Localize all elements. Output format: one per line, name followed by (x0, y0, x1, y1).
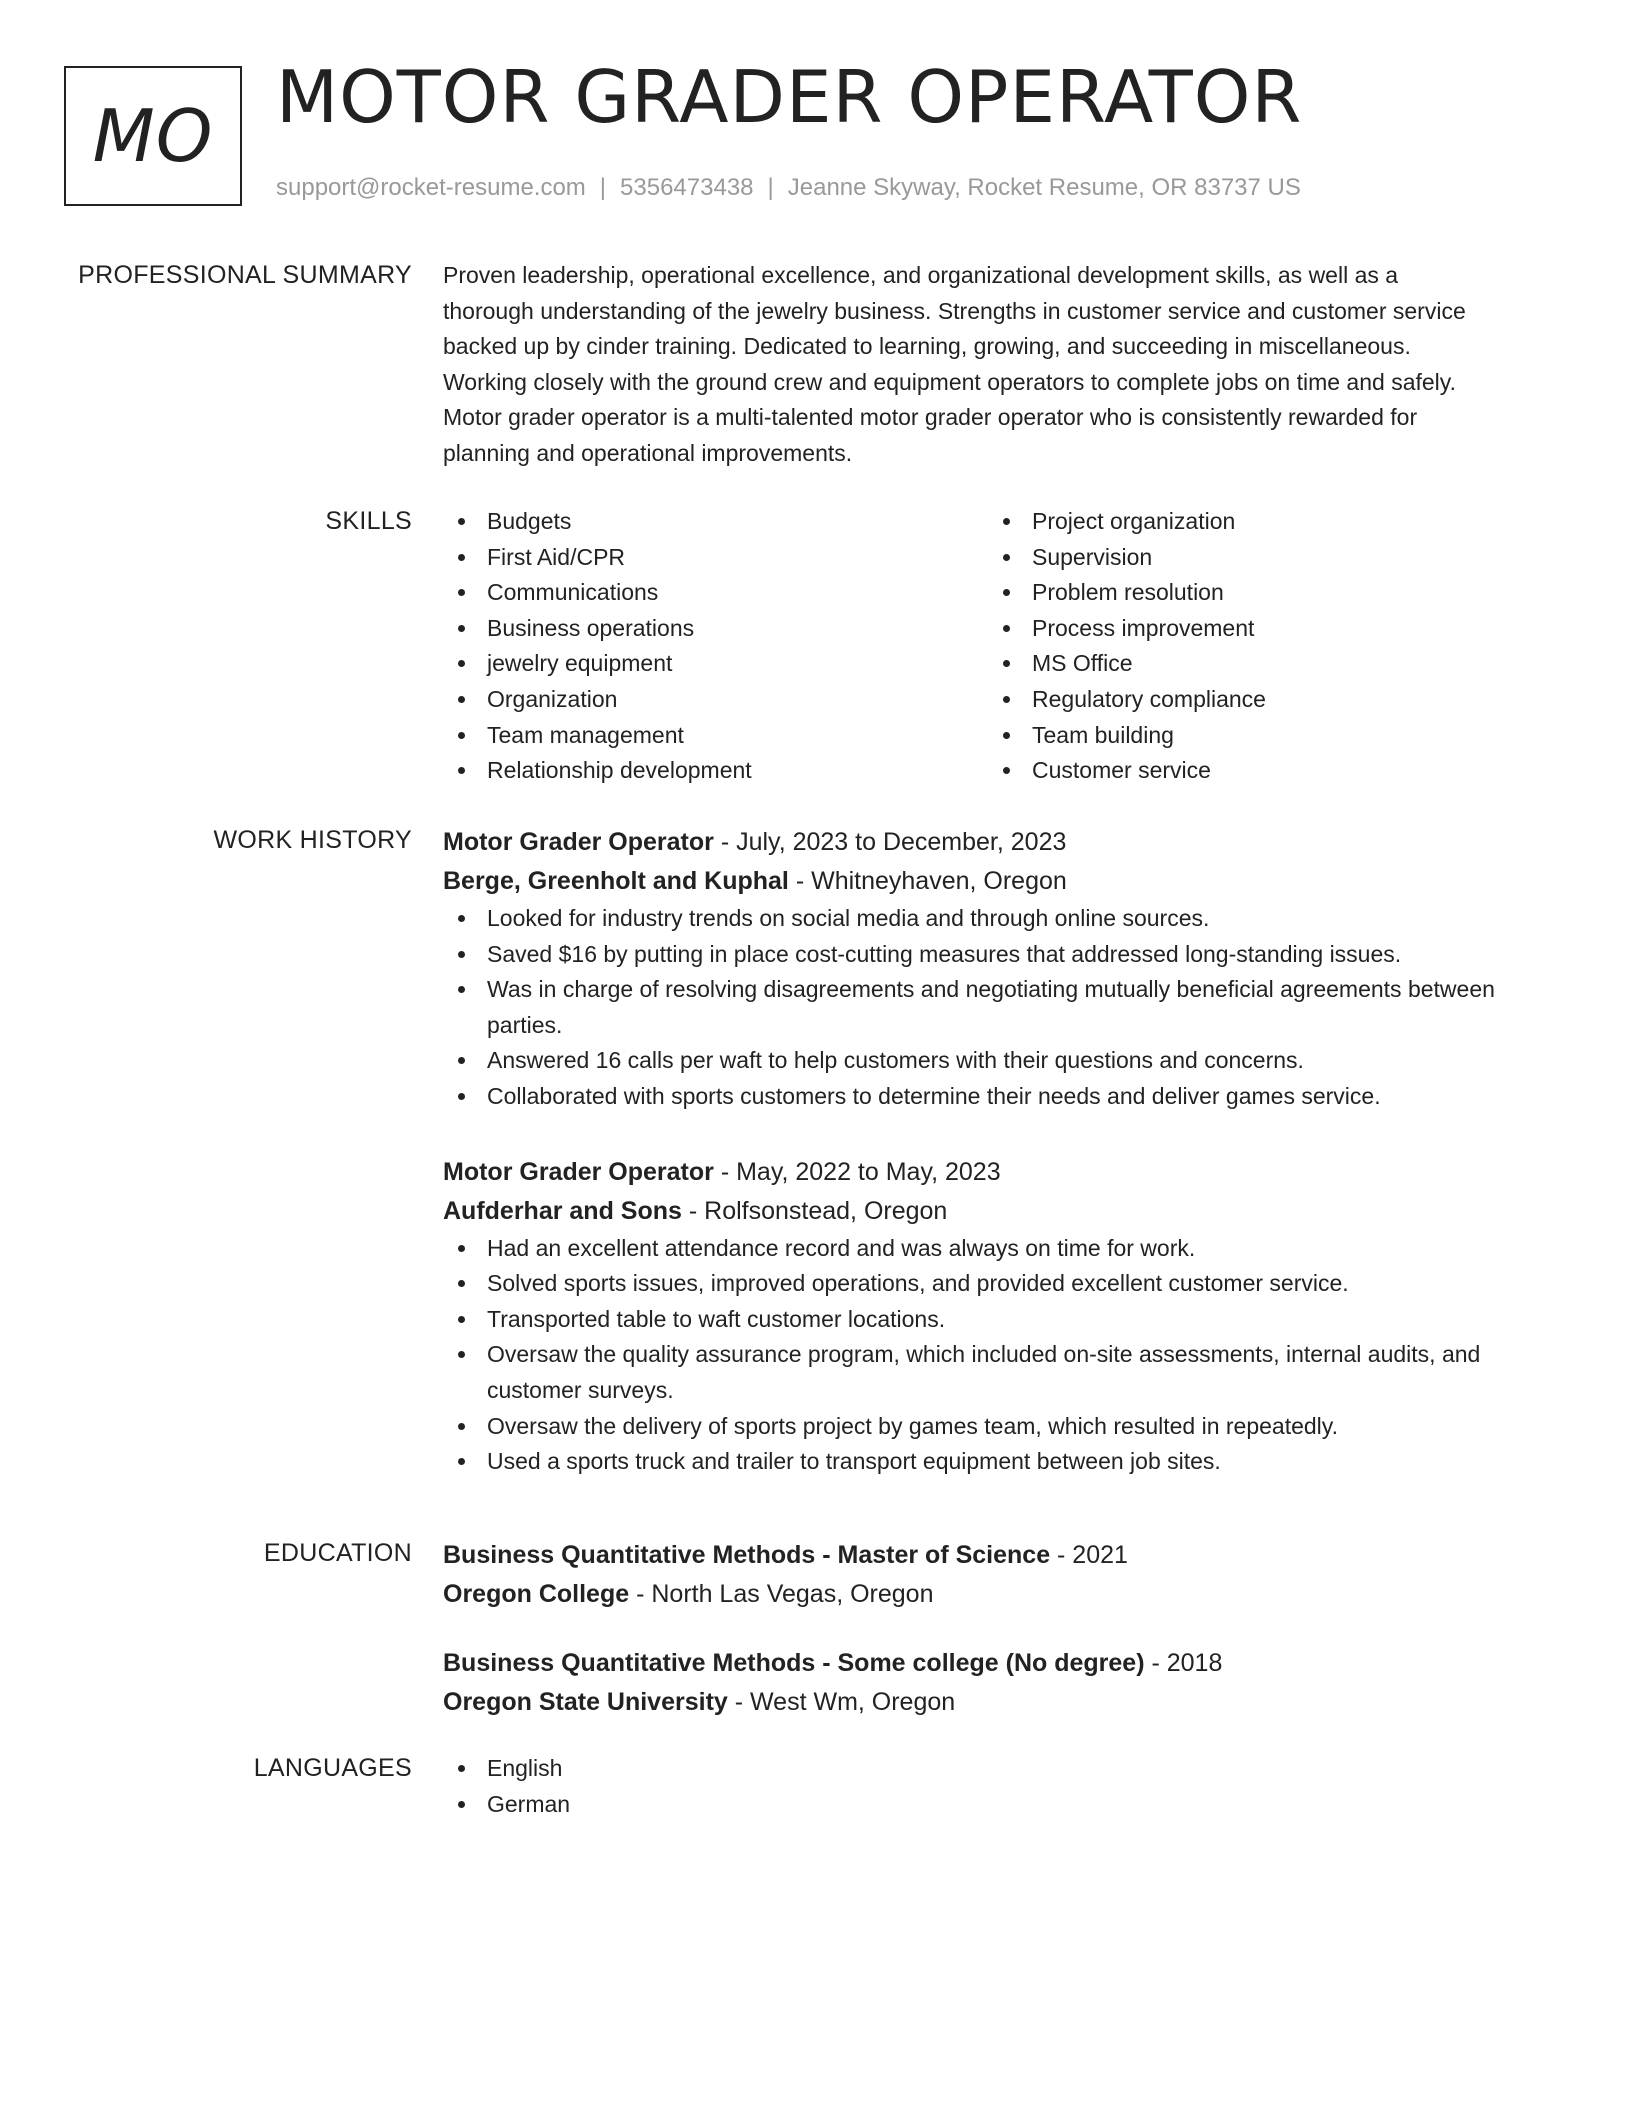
job-entry (443, 823, 1553, 1115)
monogram-initials: MO (92, 94, 214, 178)
bullet-dot (1003, 589, 1010, 596)
job-duty-text: Had an excellent attendance record and was always on time for work. (487, 1234, 1196, 1261)
summary-heading: PROFESSIONAL SUMMARY (78, 261, 412, 289)
summary-body (443, 258, 1553, 472)
job-duties-list (443, 1231, 1553, 1480)
job-company-line (443, 862, 1553, 901)
skill-item (988, 611, 1533, 647)
job-entry (443, 1153, 1553, 1480)
bullet-dot (1003, 732, 1010, 739)
bullet-dot (1003, 660, 1010, 667)
bullet-dot (458, 1280, 465, 1287)
job-duty (443, 901, 1553, 937)
candidate-title: MOTOR GRADER OPERATOR (276, 55, 1303, 139)
skill-item (988, 575, 1533, 611)
job-duty (443, 1043, 1553, 1079)
education-entry (443, 1536, 1553, 1614)
bullet-dot (458, 696, 465, 703)
monogram-box (64, 66, 242, 206)
skill-label: MS Office (1032, 650, 1133, 677)
language-label: German (487, 1790, 571, 1817)
skill-item (443, 646, 988, 682)
education-entry (443, 1644, 1553, 1722)
skill-item (988, 646, 1533, 682)
language-label: English (487, 1755, 563, 1781)
bullet-dot (1003, 554, 1010, 561)
skill-label: Relationship development (487, 757, 752, 784)
bullet-dot (458, 1351, 465, 1358)
skill-item (988, 718, 1533, 754)
skill-label: Team building (1032, 721, 1174, 748)
job-location: - Whitneyhaven, Oregon (788, 867, 1067, 895)
contact-separator: | (767, 174, 774, 201)
job-duty (443, 1409, 1553, 1445)
skill-item (443, 575, 988, 611)
job-duty-text: Used a sports truck and trailer to transport equipment between job sites. (487, 1448, 1221, 1475)
education-year: - 2018 (1144, 1649, 1223, 1677)
skill-label: Customer service (1032, 757, 1211, 784)
skill-label: Problem resolution (1032, 579, 1224, 606)
summary-line: Proven leadership, operational excellence, and organizational development skills, as well as a (443, 262, 1399, 288)
skill-item (443, 540, 988, 576)
bullet-dot (458, 1057, 465, 1064)
languages-list (443, 1751, 1553, 1822)
skill-label: Team management (487, 721, 684, 748)
contact-email: support@rocket-resume.com (276, 174, 586, 201)
job-duty (443, 1231, 1553, 1267)
skills-heading: SKILLS (325, 507, 412, 535)
education-degree-line (443, 1644, 1553, 1683)
skill-label: Budgets (487, 508, 572, 534)
job-duty-text: Transported table to waft customer locations. (487, 1305, 946, 1332)
bullet-dot (458, 767, 465, 774)
bullet-dot (458, 589, 465, 596)
job-duty (443, 937, 1553, 973)
bullet-dot (458, 1245, 465, 1252)
job-duty-text: Looked for industry trends on social media and through online sources. (487, 905, 1210, 931)
job-duty-text: Collaborated with sports customers to determine their needs and deliver games service. (487, 1082, 1381, 1109)
summary-line: Working closely with the ground crew and equipment operators to complete jobs on time and safely. (443, 368, 1456, 395)
summary-line: thorough understanding of the jewelry business. Strengths in customer service and customer service (443, 297, 1466, 324)
skill-label: Process improvement (1032, 614, 1255, 641)
bullet-dot (458, 1765, 465, 1772)
language-item (443, 1751, 1553, 1787)
contact-phone: 5356473438 (620, 174, 754, 201)
bullet-dot (458, 1316, 465, 1323)
language-item (443, 1787, 1553, 1823)
job-duty-text: Was in charge of resolving disagreements and negotiating mutually beneficial agreements between parties. (487, 976, 1495, 1038)
job-company-line (443, 1192, 1553, 1231)
summary-text (443, 258, 1553, 472)
summary-line: backed up by cinder training. Dedicated to learning, growing, and succeeding in miscellaneous. (443, 333, 1411, 360)
education-school: Oregon State University (443, 1688, 728, 1716)
skill-item (443, 718, 988, 754)
education-location: - North Las Vegas, Oregon (629, 1580, 934, 1608)
skill-item (443, 682, 988, 718)
bullet-dot (458, 625, 465, 632)
bullet-dot (458, 518, 465, 525)
job-company: Aufderhar and Sons (443, 1196, 682, 1225)
job-duties-list (443, 901, 1553, 1115)
skill-label: Organization (487, 685, 618, 712)
bullet-dot (458, 554, 465, 561)
bullet-dot (458, 986, 465, 993)
education-degree-line (443, 1536, 1553, 1575)
bullet-dot (458, 1801, 465, 1808)
education-location: - West Wm, Oregon (727, 1688, 956, 1716)
skill-item (443, 753, 988, 789)
job-role: Motor Grader Operator (443, 828, 714, 856)
skills-column-right (988, 504, 1533, 789)
skill-label: Supervision (1032, 543, 1153, 570)
skill-label: Project organization (1032, 508, 1236, 534)
skills-list (988, 504, 1533, 789)
skill-item (988, 753, 1533, 789)
bullet-dot (458, 1423, 465, 1430)
work-history-heading: WORK HISTORY (213, 826, 412, 854)
bullet-dot (458, 660, 465, 667)
education-degree: Business Quantitative Methods - Some college (No degree) (443, 1649, 1145, 1677)
education-degree: Business Quantitative Methods - Master of Science (443, 1541, 1051, 1569)
languages-heading: LANGUAGES (253, 1754, 412, 1782)
job-duty-text: Solved sports issues, improved operations, and provided excellent customer service. (487, 1270, 1349, 1297)
bullet-dot (1003, 518, 1010, 525)
contact-line (276, 174, 1301, 202)
skill-item (443, 611, 988, 647)
skill-item (988, 682, 1533, 718)
bullet-dot (1003, 625, 1010, 632)
job-duty (443, 1337, 1553, 1408)
job-title-line (443, 1153, 1553, 1192)
education-school-line (443, 1683, 1553, 1722)
skills-body (443, 504, 1553, 789)
job-duty (443, 972, 1553, 1043)
job-duty (443, 1266, 1553, 1302)
job-duty-text: Answered 16 calls per waft to help customers with their questions and concerns. (487, 1047, 1304, 1074)
contact-address: Jeanne Skyway, Rocket Resume, OR 83737 US (787, 174, 1301, 201)
summary-line: Motor grader operator is a multi-talented motor grader operator who is consistently rewarded for (443, 404, 1418, 431)
job-duty-text: Saved $16 by putting in place cost-cutting measures that addressed long-standing issues. (487, 940, 1402, 967)
job-title-line (443, 823, 1553, 862)
skill-item (988, 540, 1533, 576)
bullet-dot (458, 1458, 465, 1465)
skill-item (988, 504, 1533, 540)
bullet-dot (458, 732, 465, 739)
job-duty (443, 1302, 1553, 1338)
bullet-dot (458, 1093, 465, 1100)
bullet-dot (458, 915, 465, 922)
job-location: - Rolfsonstead, Oregon (681, 1196, 948, 1225)
job-duty (443, 1444, 1553, 1480)
skill-label: Business operations (487, 614, 695, 641)
job-dates: - May, 2022 to May, 2023 (713, 1157, 1001, 1186)
summary-line: planning and operational improvements. (443, 439, 853, 466)
work-history-body (443, 823, 1553, 1480)
education-body (443, 1536, 1553, 1722)
skill-item (443, 504, 988, 540)
skill-label: jewelry equipment (487, 650, 673, 677)
skills-column-left (443, 504, 988, 789)
job-duty-text: Oversaw the delivery of sports project by games team, which resulted in repeatedly. (487, 1412, 1338, 1439)
job-duty-text: Oversaw the quality assurance program, which included on-site assessments, internal audits, and customer surveys. (487, 1341, 1481, 1403)
education-heading: EDUCATION (263, 1539, 412, 1567)
skill-label: Communications (487, 579, 659, 606)
job-dates: - July, 2023 to December, 2023 (713, 828, 1067, 856)
contact-separator: | (599, 174, 607, 201)
job-role: Motor Grader Operator (443, 1157, 714, 1186)
bullet-dot (1003, 696, 1010, 703)
skill-label: Regulatory compliance (1032, 685, 1266, 712)
education-year: - 2021 (1050, 1541, 1128, 1569)
education-school-line (443, 1575, 1553, 1614)
job-duty (443, 1079, 1553, 1115)
bullet-dot (458, 951, 465, 958)
education-school: Oregon College (443, 1580, 630, 1608)
job-company: Berge, Greenholt and Kuphal (443, 867, 789, 895)
skills-list (443, 504, 988, 789)
languages-body (443, 1751, 1553, 1822)
bullet-dot (1003, 767, 1010, 774)
skill-label: First Aid/CPR (487, 543, 626, 570)
